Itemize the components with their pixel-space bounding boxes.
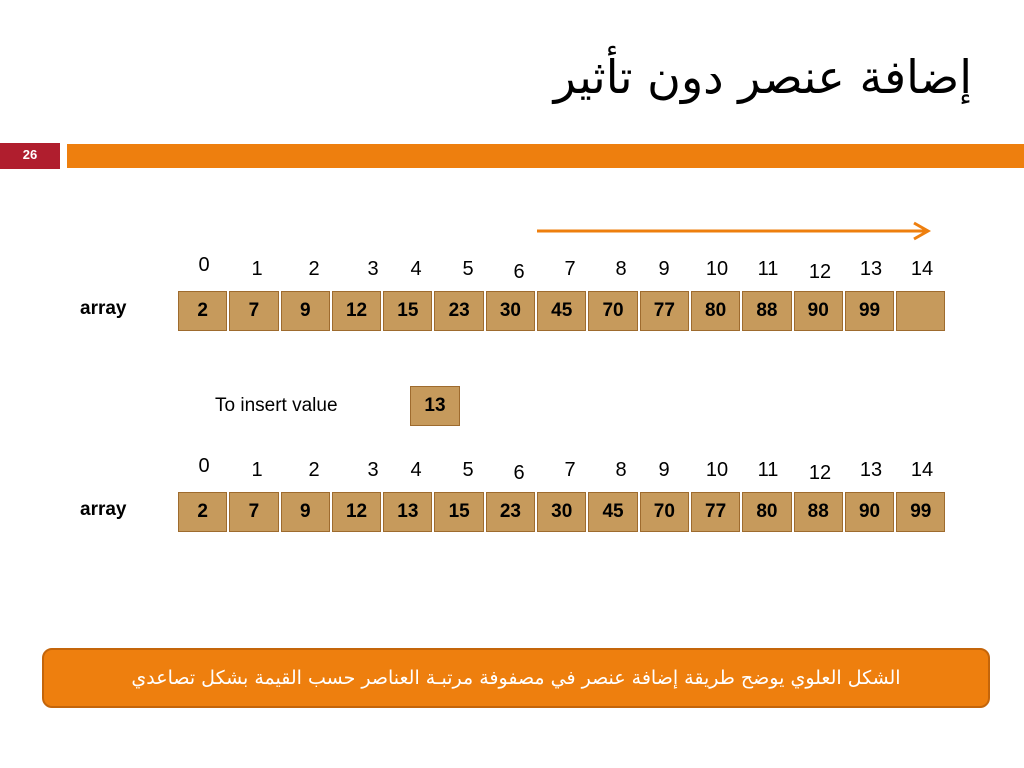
insert-value-label: To insert value — [215, 395, 338, 416]
array-cell: 70 — [640, 492, 689, 532]
index-label: 14 — [910, 258, 934, 280]
index-label: 0 — [198, 455, 210, 477]
slide-number-badge: 26 — [0, 143, 60, 169]
index-label: 4 — [410, 459, 422, 481]
array-cell: 88 — [742, 291, 791, 331]
array-cell: 90 — [845, 492, 894, 532]
array-cell: 30 — [537, 492, 586, 532]
index-label: 5 — [462, 258, 474, 280]
array-cell: 15 — [383, 291, 432, 331]
array-cell: 80 — [691, 291, 740, 331]
array-cell: 45 — [537, 291, 586, 331]
bottom-array-label: array — [80, 499, 127, 520]
index-label: 9 — [658, 459, 670, 481]
bottom-array-cells — [178, 492, 945, 532]
caption-note: الشكل العلوي يوضح طريقة إضافة عنصر في مصفوفة مرتبـة العناصر حسب القيمة بشكل تصاعدي — [42, 648, 990, 708]
index-label: 13 — [859, 459, 883, 481]
index-label: 3 — [367, 459, 379, 481]
index-label: 10 — [705, 258, 729, 280]
index-label: 12 — [808, 261, 832, 283]
array-cell: 70 — [588, 291, 637, 331]
array-cell: 88 — [794, 492, 843, 532]
top-array-label: array — [80, 298, 127, 319]
index-label: 12 — [808, 462, 832, 484]
array-cell: 15 — [434, 492, 483, 532]
index-label: 10 — [705, 459, 729, 481]
index-label: 1 — [251, 459, 263, 481]
array-cell: 23 — [486, 492, 535, 532]
array-cell: 9 — [281, 492, 330, 532]
index-label: 6 — [513, 261, 525, 283]
index-label: 0 — [198, 254, 210, 276]
array-cell: 12 — [332, 492, 381, 532]
index-label: 1 — [251, 258, 263, 280]
accent-bar — [67, 144, 1024, 168]
array-cell — [896, 291, 945, 331]
index-label: 8 — [615, 459, 627, 481]
array-cell: 30 — [486, 291, 535, 331]
array-cell: 13 — [383, 492, 432, 532]
array-cell: 2 — [178, 492, 227, 532]
array-cell: 9 — [281, 291, 330, 331]
index-label: 6 — [513, 462, 525, 484]
array-cell: 99 — [845, 291, 894, 331]
index-label: 7 — [564, 459, 576, 481]
insert-value-cell: 13 — [410, 386, 460, 426]
index-label: 13 — [859, 258, 883, 280]
index-label: 5 — [462, 459, 474, 481]
slide-title: إضافة عنصر دون تأثير — [553, 50, 972, 104]
index-label: 2 — [308, 258, 320, 280]
index-label: 11 — [757, 459, 779, 481]
array-cell: 45 — [588, 492, 637, 532]
index-label: 11 — [757, 258, 779, 280]
index-label: 7 — [564, 258, 576, 280]
array-cell: 80 — [742, 492, 791, 532]
index-label: 14 — [910, 459, 934, 481]
array-cell: 7 — [229, 492, 278, 532]
array-cell: 99 — [896, 492, 945, 532]
index-label: 2 — [308, 459, 320, 481]
array-cell: 12 — [332, 291, 381, 331]
index-label: 8 — [615, 258, 627, 280]
array-cell: 77 — [640, 291, 689, 331]
array-cell: 7 — [229, 291, 278, 331]
array-cell: 2 — [178, 291, 227, 331]
top-array-cells — [178, 291, 945, 331]
index-label: 3 — [367, 258, 379, 280]
array-cell: 90 — [794, 291, 843, 331]
index-label: 4 — [410, 258, 422, 280]
array-cell: 23 — [434, 291, 483, 331]
index-label: 9 — [658, 258, 670, 280]
array-cell: 77 — [691, 492, 740, 532]
right-arrow-icon — [537, 220, 937, 242]
